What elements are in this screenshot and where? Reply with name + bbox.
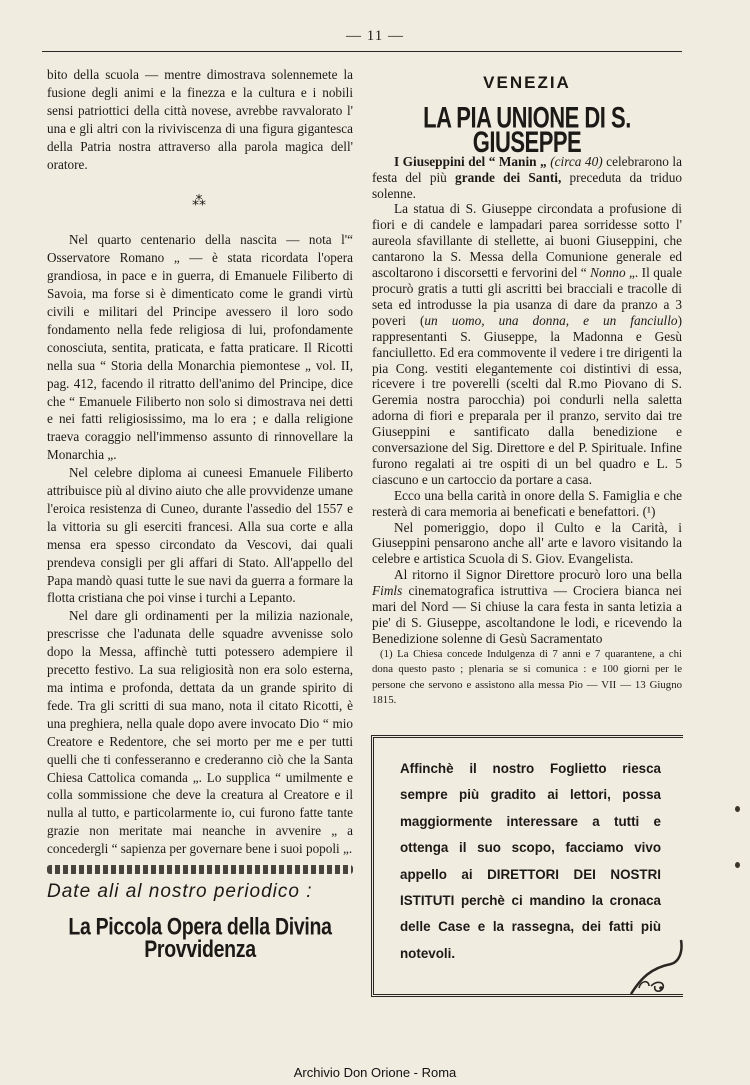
section-separator: ⁂ [192,194,208,210]
p1-end: preceduta da triduo solenne. [372,169,682,201]
fimls-italic: Fimls [372,583,403,599]
p1-mid: celebrarono la festa del più [372,153,683,185]
footnote: (1) La Chiesa concede Indulgenza di 7 anni e 7 quarantene, a chi dona questo pasto ; plenaria se si comunica : e 100 giorni per le persone che servono e assistono alla messa Pio — VII — 13 Giugno 1815. [372,647,682,707]
ornamental-divider [47,865,353,874]
circa-italic: (circa 40) [550,153,603,169]
paragraph-giuseppini [372,154,682,202]
poveri-italic: un uomo, una donna, e un fanciullo [424,312,678,328]
intro-paragraph: bito della scuola — mentre dimostrava solennemete la fusione degli animi e la finezza e la cultura e i nobili sensi patriottici della città novese, avrebbe ravvalorato l' una e gli altri con la riviviscenza di una figura gigantesca della Patria nostra attraverso alla parola magica dell' oratore. [47,67,353,172]
paragraph-statua [372,201,682,487]
city-heading: VENEZIA [483,73,571,92]
archive-watermark: Archivio Don Orione - Roma [293,1065,457,1080]
header-rule [42,51,682,52]
notice-box [371,735,683,997]
opera-title: La Piccola Opera della Divina Provvidenza [68,913,332,964]
paragraph-ritorno [372,567,682,647]
paragraph-centenario: Nel quarto centenario della nascita — nota l'“ Osservatore Romano „ — è stata ricordata l'opera grandiosa, in pace e in guerra, di Emanuele Filiberto di Savoia, ma forse si è dimenticato come le grandi virtù civili e militari del Principe avessero il loro sodo fondamento nella fede religiosa di lui, profondamente conosciuta, sentita, praticata, e fatta praticare. Il Ricotti nella sua “ Storia della Monarchia piemontese „ vol. II, pag. 412, facendo il ritratto dell'animo del Principe, dice che “ Emanuele Filiberto non solo si dimostrava nei detti e nei fatti religiosissimo, ma lo era ; e dalla religione traeva coraggio nell'immenso assunto di rinnovellare la Monarchia „. [47,232,353,463]
paragraph-carita: Ecco una bella carità in onore della S. Famiglia e che resterà di cara memoria ai beneficati e benefattori. (¹) [372,487,682,519]
paragraph-diploma: Nel celebre diploma ai cuneesi Emanuele Filiberto attribuisce più al divino aiuto che alle provvidenze umane l'eroica resistenza di Cuneo, durante l'assedio del 1557 e la vittoria su gli eserciti francesi. Alla sua corte e alla mensa era spesso circondato da Vescovi, dai quali prendeva consigli per gli affari di Stato. All'appello del Papa mandò quasi tutte le sue navi da guerra a formare la flotta cristiana che poi vinse i turchi a Lepanto. [47,465,353,606]
margin-mark [735,806,740,812]
nonno-italic: Nonno [590,265,626,281]
notice-text: Affinchè il nostro Foglietto riesca sempre più gradito ai lettori, possa maggiormente interessare a tutti e ottenga il suo scopo, facciamo vivo appello ai DIRETTORI DEI NOSTRI ISTITUTI perchè ci mandino la cronaca delle Case e la rassegna, dei fatti più notevoli. [400,761,661,961]
p2-part-a: La statua di S. Giuseppe circondata a profusione di fiori e di candele e lampadari parea sorridesse sotto l' aureola sfavillante di stellette, ai buoni Giuseppini, che cantarono la S. Messa della Comunione generale ed ascoltarono i discorsetti e fervorini del “ [372,201,682,281]
margin-mark [735,862,740,868]
paragraph-milizia: Nel dare gli ordinamenti per la milizia nazionale, prescrisse che l'adunata delle squadre avvenisse solo dopo la Messa, affinchè tutti potessero adempiere il precetto festivo. La sua religiosità non era solo esterna, ma intima e profonda, dettata da un grande spirito di fede. Tra gli scritti di sua mano, nota il citato Ricotti, è una preghiera, nella quale dopo avere invocato Dio “ mio Creatore e Redentore, che sei morto per me e per tutti quelli che ti confesseranno e crederanno ciò che la Santa Chiesa Cattolica comanda „. Lo supplica “ umilmente e colla sommissione che deve la creatura al Creatore e il nulla al tutto, e particolarmente io, cui furono fatte tante grazie non meritate mai neanche in avvenire „ a concedergli “ sapienza per governare bene i suoi popoli „. [47,608,353,857]
right-column [372,66,682,709]
date-ali-line: Date ali al nostro periodico : [47,881,313,903]
p2-part-c: ) rappresentanti S. Giuseppe, la Madonna e Gesù fanciulletto. Ed era commovente il vedere i tre dirigenti la pia Cong. vestiti elegantemente coi distintivi di essa, ricevere i tre poverelli (scelti dal R.mo Piovano di S. Geremia nostra parocchia) poi condurli nella saletta adorna di fiori e preparala per il pranzo, servito dai tre Giuseppini e santificato dalla benedizione e conversazione del Sig. Direttore e del P. Spirituale. Infine furono regalati ai tre ospiti di un bel quadro e L. 5 ciascuno e un cartoccio da portare a casa. [372,312,682,487]
article-title: LA PIA UNIONE DI S. GIUSEPPE [423,100,631,159]
p2-part-b: „. Il quale procurò gratis a tutti gli ascritti bei bracciali e tracolle di seta ed introdusse la pia usanza di dare da pranzo a 3 poveri ( [372,265,683,328]
p5-part-b: cinematografica istruttiva — Crociera bianca nei mari del Nord — Si chiuse la cara festa in santa letizia a pie' di S. Giuseppe, ascoltandone le lodi, e ricevendo la Benedizione solenne di Gesù Sacramentato [372,583,683,646]
left-column [47,66,353,964]
giuseppini-bold: I Giuseppini del “ Manin „ [394,153,547,169]
p5-part-a: Al ritorno il Signor Direttore procurò loro una bella [394,567,682,583]
ornament-flourish-icon [621,938,685,996]
paragraph-pomeriggio: Nel pomeriggio, dopo il Culto e la Carità, i Giuseppini pensarono anche all' arte e lavoro visitando la celebre e artistica Scuola di S. Giov. Evangelista. [372,519,682,567]
page-number: — 11 — [346,28,404,44]
grande-bold: grande dei Santi, [455,169,562,185]
